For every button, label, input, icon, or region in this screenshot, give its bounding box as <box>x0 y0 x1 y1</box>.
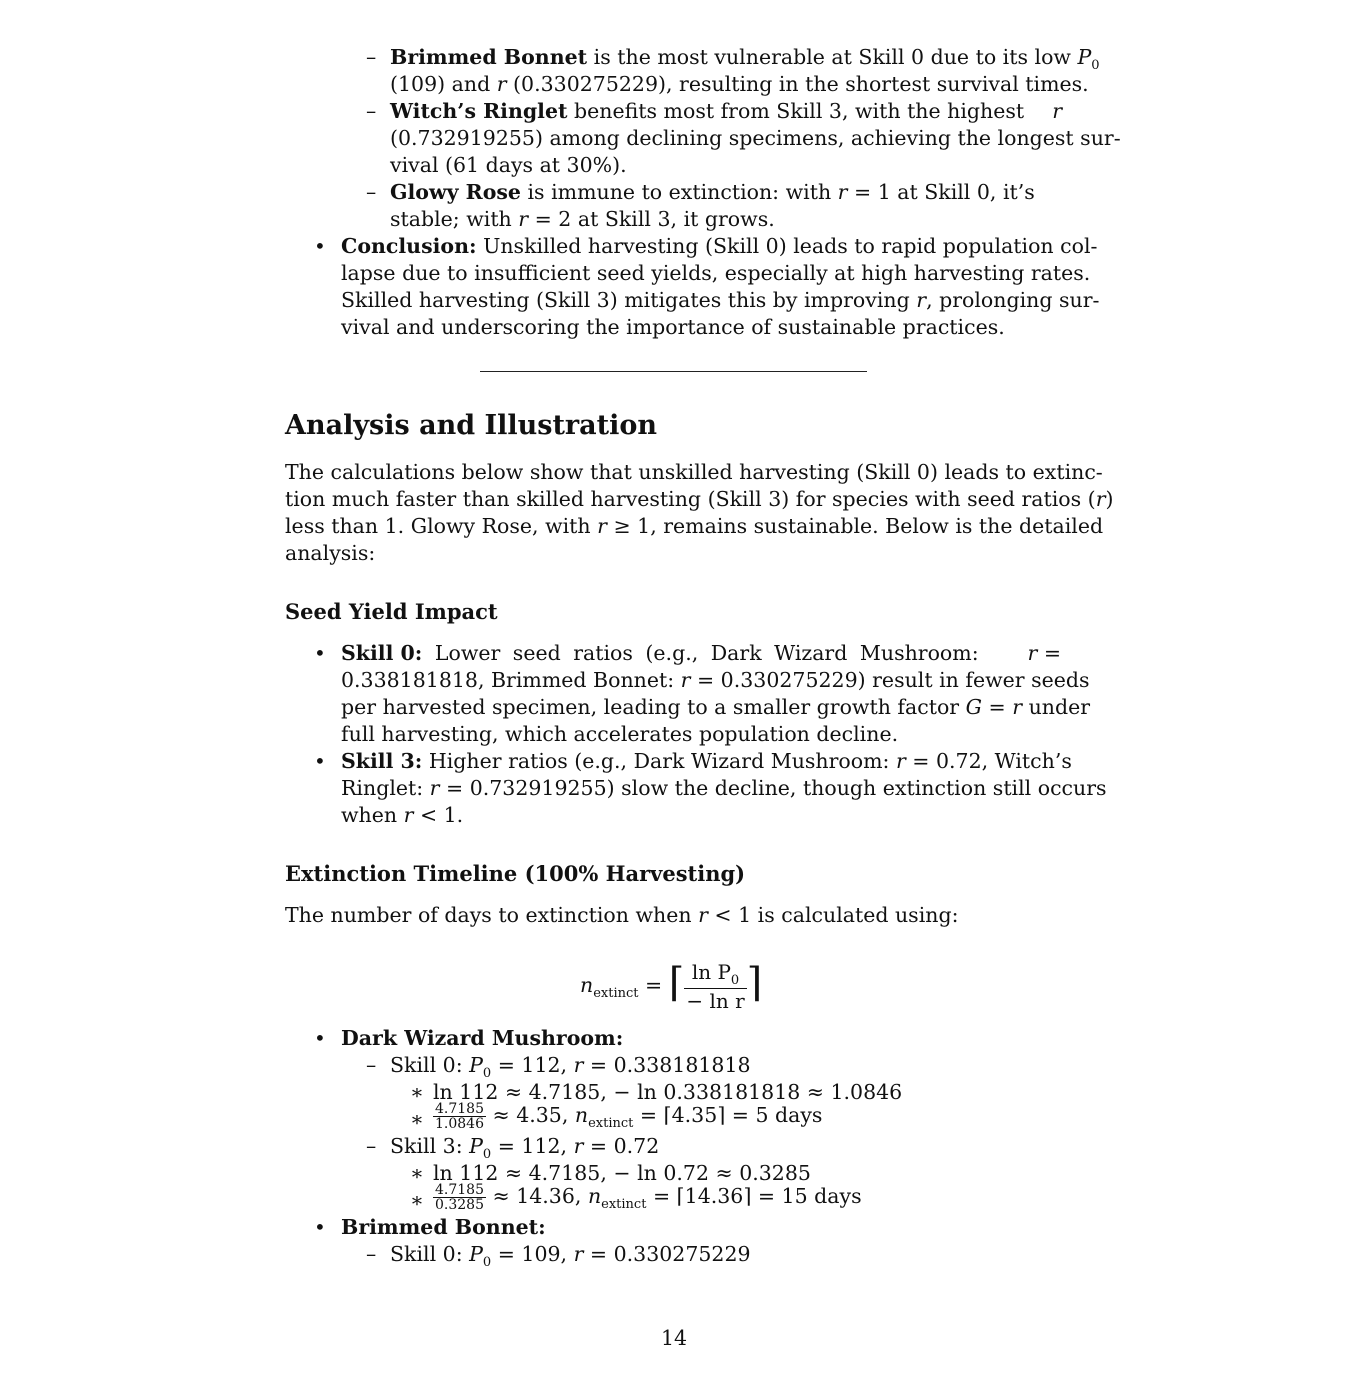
list-star: ∗ <box>410 1161 424 1185</box>
list-dash: – <box>366 180 377 204</box>
bullet: • <box>314 1215 326 1239</box>
timeline-heading: Extinction Timeline (100% Harvesting) <box>285 861 746 886</box>
intro-line2: tion much faster than skilled harvesting (Skill 3) for species with seed ratios (r) <box>285 487 1114 511</box>
list-dash: – <box>366 45 377 69</box>
dwm-skill3-step1: ln 112 ≈ 4.7185, − ln 0.72 ≈ 0.3285 <box>433 1161 811 1185</box>
conclusion-line2: lapse due to insufficient seed yields, especially at high harvesting rates. <box>341 261 1091 285</box>
skill0-line1: Skill 0: Lower seed ratios (e.g., Dark Wizard Mushroom: r = <box>341 641 1061 665</box>
conclusion-line4: vival and underscoring the importance of sustainable practices. <box>341 315 1005 339</box>
dwm-skill3-step2: $\frac{4.7185}{0.3285}$ ≈ 14.36, $n_{extinct}$ = ⌈14.36⌉ = 15 days <box>435 1182 862 1213</box>
dwm-skill0-step1: ln 112 ≈ 4.7185, − ln 0.338181818 ≈ 1.0846 <box>433 1080 903 1104</box>
list-star: ∗ <box>410 1080 424 1104</box>
glowy-rose-line2: stable; with r = 2 at Skill 3, it grows. <box>390 207 775 231</box>
bullet: • <box>314 749 326 773</box>
intro-line3: less than 1. Glowy Rose, with r ≥ 1, remains sustainable. Below is the detailed <box>285 514 1104 538</box>
skill0-line4: full harvesting, which accelerates population decline. <box>341 722 899 746</box>
glowy-rose-line1: Glowy Rose is immune to extinction: with r = 1 at Skill 0, it’s <box>390 180 1035 204</box>
list-dash: – <box>366 1053 377 1077</box>
extinction-formula: $n_{extinct}$ = ⌈ $\frac{\ln P_0}{\text{− ln r}}$ ⌉ <box>580 959 763 1013</box>
list-dash: – <box>366 99 377 123</box>
conclusion-line3: Skilled harvesting (Skill 3) mitigates this by improving r, prolonging sur- <box>341 288 1100 312</box>
brimmed-bonnet-line2: (109) and r (0.330275229), resulting in the shortest survival times. <box>390 72 1089 96</box>
dwm-heading: Dark Wizard Mushroom: <box>341 1026 624 1050</box>
section-title: Analysis and Illustration <box>285 410 658 441</box>
skill0-line3: per harvested specimen, leading to a smaller growth factor G = r under <box>341 695 1091 719</box>
bullet: • <box>314 1026 326 1050</box>
list-dash: – <box>366 1242 377 1266</box>
list-star: ∗ <box>410 1188 424 1212</box>
conclusion-line1: Conclusion: Unskilled harvesting (Skill 0) leads to rapid population col- <box>341 234 1098 258</box>
skill0-line2: 0.338181818, Brimmed Bonnet: r = 0.330275229) result in fewer seeds <box>341 668 1090 692</box>
witchs-ringlet-line3: vival (61 days at 30%). <box>390 153 627 177</box>
witchs-ringlet-line1: Witch’s Ringlet benefits most from Skill 3, with the highest r <box>390 99 1062 123</box>
bb-heading: Brimmed Bonnet: <box>341 1215 546 1239</box>
intro-line4: analysis: <box>285 541 376 565</box>
dwm-skill0-step2: $\frac{4.7185}{1.0846}$ ≈ 4.35, $n_{extinct}$ = ⌈4.35⌉ = 5 days <box>435 1101 823 1132</box>
bullet: • <box>314 234 326 258</box>
witchs-ringlet-line2: (0.732919255) among declining specimens, achieving the longest sur- <box>390 126 1121 150</box>
timeline-intro: The number of days to extinction when r < 1 is calculated using: <box>285 903 959 927</box>
page-number: 14 <box>660 1326 688 1350</box>
bullet: • <box>314 641 326 665</box>
bb-skill0: Skill 0: $P_0 = 109$, r = 0.330275229 <box>390 1242 751 1270</box>
skill3-line3: when r < 1. <box>341 803 464 827</box>
list-star: ∗ <box>410 1107 424 1131</box>
brimmed-bonnet-line1: Brimmed Bonnet is the most vulnerable at Skill 0 due to its low $P_0$ <box>390 45 1100 73</box>
list-dash: – <box>366 1134 377 1158</box>
skill3-line1: Skill 3: Higher ratios (e.g., Dark Wizard Mushroom: r = 0.72, Witch’s <box>341 749 1072 773</box>
formula-fraction: $\frac{\ln P_0}{\text{− ln r}}$ <box>686 960 745 1013</box>
dwm-skill3: Skill 3: $P_0 = 112$, r = 0.72 <box>390 1134 660 1162</box>
seed-yield-heading: Seed Yield Impact <box>285 599 498 624</box>
dwm-skill0: Skill 0: $P_0 = 112$, r = 0.338181818 <box>390 1053 751 1081</box>
skill3-line2: Ringlet: r = 0.732919255) slow the decline, though extinction still occurs <box>341 776 1107 800</box>
intro-line1: The calculations below show that unskilled harvesting (Skill 0) leads to extinc- <box>285 460 1103 484</box>
section-divider <box>480 371 867 372</box>
